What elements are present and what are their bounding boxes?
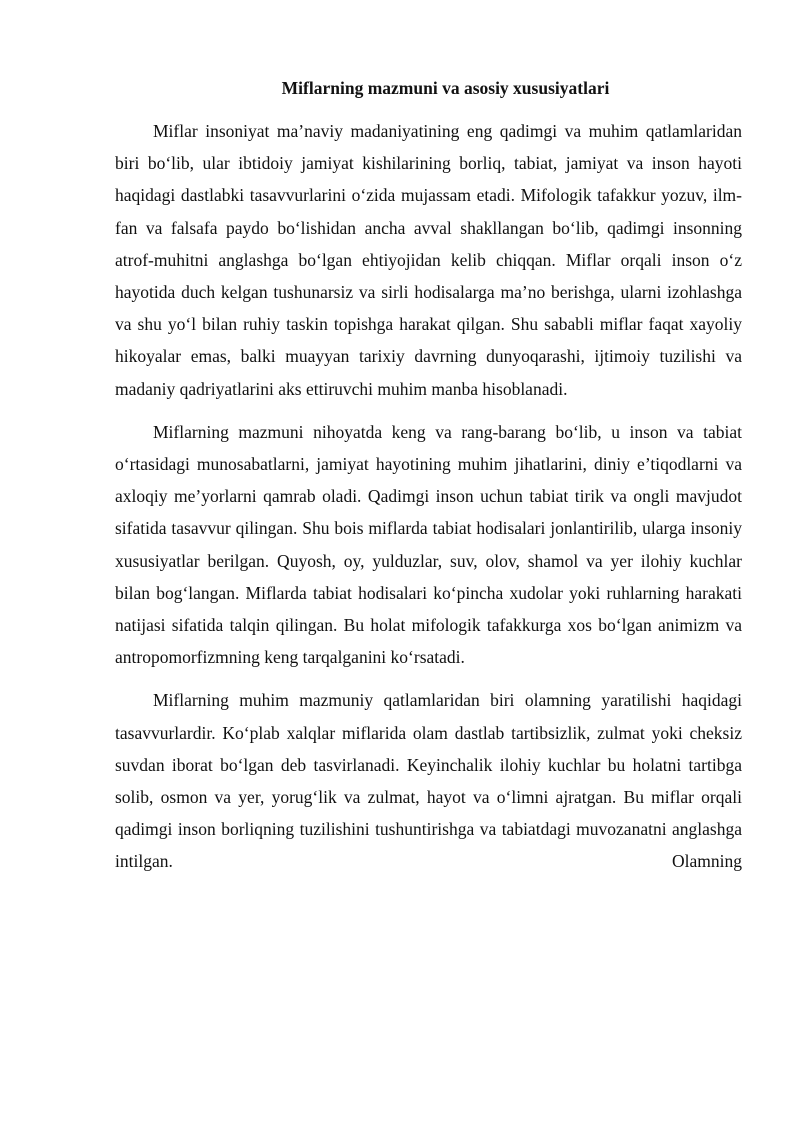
paragraph-3: Miflarning muhim mazmuniy qatlamlaridan biri olamning yaratilishi haqidagi tasavvurlardir. Ko‘plab xalqlar miflarida olam dastlab tartibsizlik, zulmat yoki cheksiz suvdan iborat bo‘lgan deb tasvirlanadi. Keyinchalik ilohiy kuchlar bu holatni tartibga solib, osmon va yer, yorug‘lik va zulmat, hayot va o‘limni ajratgan. Bu miflar orqali qadimgi inson borliqning tuzilishini tushuntirishga va tabiatdagi muvozanatni anglashga intilgan. Olamning bbox=[115, 690, 742, 872]
document-title: Miflarning mazmuni va asosiy xususiyatlari bbox=[281, 78, 610, 98]
paragraph-1: Miflar insoniyat ma’naviy madaniyatining eng qadimgi va muhim qatlamlaridan biri bo‘lib, ular ibtidoiy jamiyat kishilarining borliq, tabiat, jamiyat va inson hayoti haqidagi dastlabki tasavvurlarini o‘zida mujassam etadi. Mifologik tafakkur yozuv, ilm-fan va falsafa paydo bo‘lishidan ancha avval shakllangan bo‘lib, qadimgi insonning atrof-muhitni anglashga bo‘lgan ehtiyojidan kelib chiqqan. Miflar orqali inson o‘z hayotida duch kelgan tushunarsiz va sirli hodisalarga ma’no berishga, ularni izohlashga va shu yo‘l bilan ruhiy taskin topishga harakat qilgan. Shu sababli miflar faqat xayoliy hikoyalar emas, balki muayyan tarixiy davrning dunyoqarashi, ijtimoiy tuzilishi va madaniy qadriyatlarini aks ettiruvchi muhim manba hisoblanadi. bbox=[115, 121, 742, 399]
document-page bbox=[115, 72, 742, 889]
paragraph-2: Miflarning mazmuni nihoyatda keng va rang-barang bo‘lib, u inson va tabiat o‘rtasidagi munosabatlarni, jamiyat hayotining muhim jihatlarini, diniy e’tiqodlarni va axloqiy me’yorlarni qamrab oladi. Qadimgi inson uchun tabiat tirik va ongli mavjudot sifatida tasavvur qilingan. Shu bois miflarda tabiat hodisalari jonlantirilib, ularga insoniy xususiyatlar berilgan. Quyosh, oy, yulduzlar, suv, olov, shamol va yer ilohiy kuchlar bilan bog‘langan. Miflarda tabiat hodisalari ko‘pincha xudolar yoki ruhlarning harakati natijasi sifatida talqin qilingan. Bu holat mifologik tafakkurga xos bo‘lgan animizm va antropomorfizmning keng tarqalganini ko‘rsatadi. bbox=[115, 421, 742, 668]
